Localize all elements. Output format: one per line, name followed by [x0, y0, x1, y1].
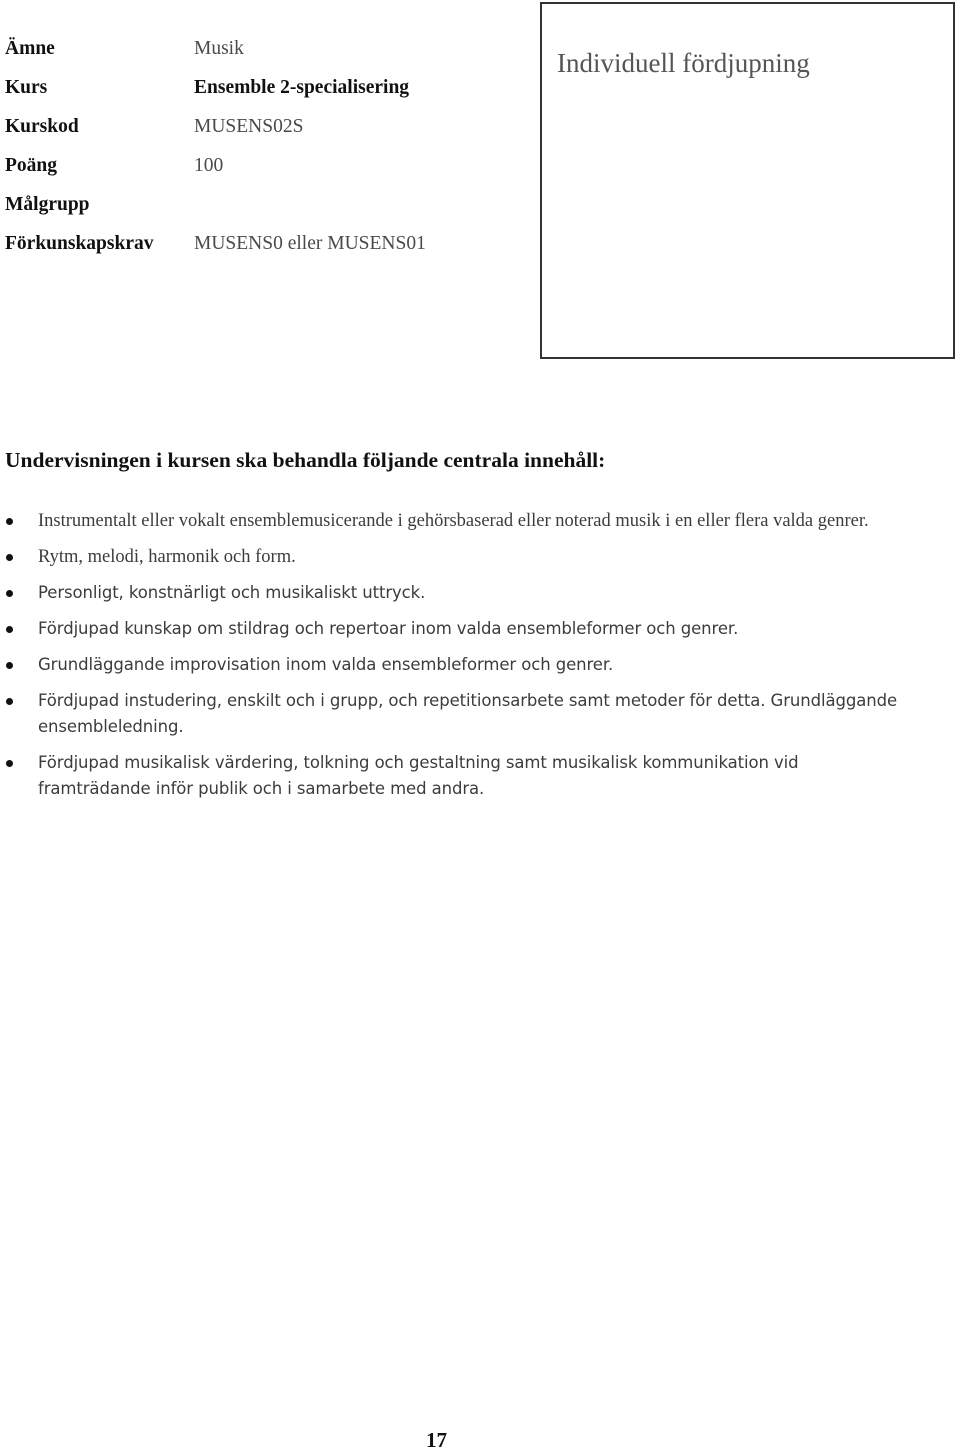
list-item-text: Personligt, konstnärligt och musikaliskt uttryck.	[38, 583, 426, 602]
info-row-course	[5, 77, 426, 116]
course-value: Ensemble 2-specialisering	[194, 77, 410, 98]
course-code-label: Kurskod	[5, 116, 79, 137]
prerequisites-label: Förkunskapskrav	[5, 233, 154, 254]
subject-label: Ämne	[5, 38, 55, 59]
page-number: 17	[426, 1428, 447, 1452]
list-item	[0, 750, 900, 802]
info-row-prerequisites	[5, 233, 426, 272]
info-row-target-group	[5, 194, 426, 233]
course-label: Kurs	[5, 77, 48, 98]
list-item-text: Instrumentalt eller vokalt ensemblemusicerande i gehörsbaserad eller noterad musik i en eller flera valda genrer.	[38, 511, 869, 531]
bullet-icon	[6, 698, 13, 705]
central-content-heading: Undervisningen i kursen ska behandla följande centrala innehåll:	[5, 448, 606, 472]
list-item-text: Grundläggande improvisation inom valda ensembleformer och genrer.	[38, 655, 614, 674]
side-box-title: Individuell fördjupning	[557, 48, 810, 78]
bullet-icon	[6, 760, 13, 767]
info-row-points	[5, 155, 426, 194]
bullet-icon	[6, 554, 13, 561]
course-code-value: MUSENS02S	[194, 116, 304, 137]
list-item-text: Fördjupad musikalisk värdering, tolkning och gestaltning samt musikalisk kommunikation vid framträdande inför publik och i samarbete med andra.	[38, 753, 799, 798]
target-group-label: Målgrupp	[5, 194, 90, 215]
bullet-icon	[6, 518, 13, 525]
list-item	[0, 508, 900, 534]
list-item	[0, 688, 900, 740]
list-item-text: Rytm, melodi, harmonik och form.	[38, 547, 296, 567]
info-row-course-code	[5, 116, 426, 155]
central-content-list	[0, 508, 900, 812]
prerequisites-value: MUSENS0 eller MUSENS01	[194, 233, 426, 254]
subject-value: Musik	[194, 38, 244, 59]
list-item	[0, 544, 900, 570]
bullet-icon	[6, 590, 13, 597]
course-info-table	[5, 38, 426, 272]
bullet-icon	[6, 662, 13, 669]
bullet-icon	[6, 626, 13, 633]
list-item	[0, 580, 900, 606]
points-label: Poäng	[5, 155, 58, 176]
list-item-text: Fördjupad kunskap om stildrag och repertoar inom valda ensembleformer och genrer.	[38, 619, 739, 638]
list-item-text: Fördjupad instudering, enskilt och i grupp, och repetitionsarbete samt metoder för detta. Grundläggande ensembleledning.	[38, 691, 898, 736]
info-row-subject	[5, 38, 426, 77]
list-item	[0, 616, 900, 642]
points-value: 100	[194, 155, 224, 176]
list-item	[0, 652, 900, 678]
individual-specialization-box	[540, 2, 955, 359]
